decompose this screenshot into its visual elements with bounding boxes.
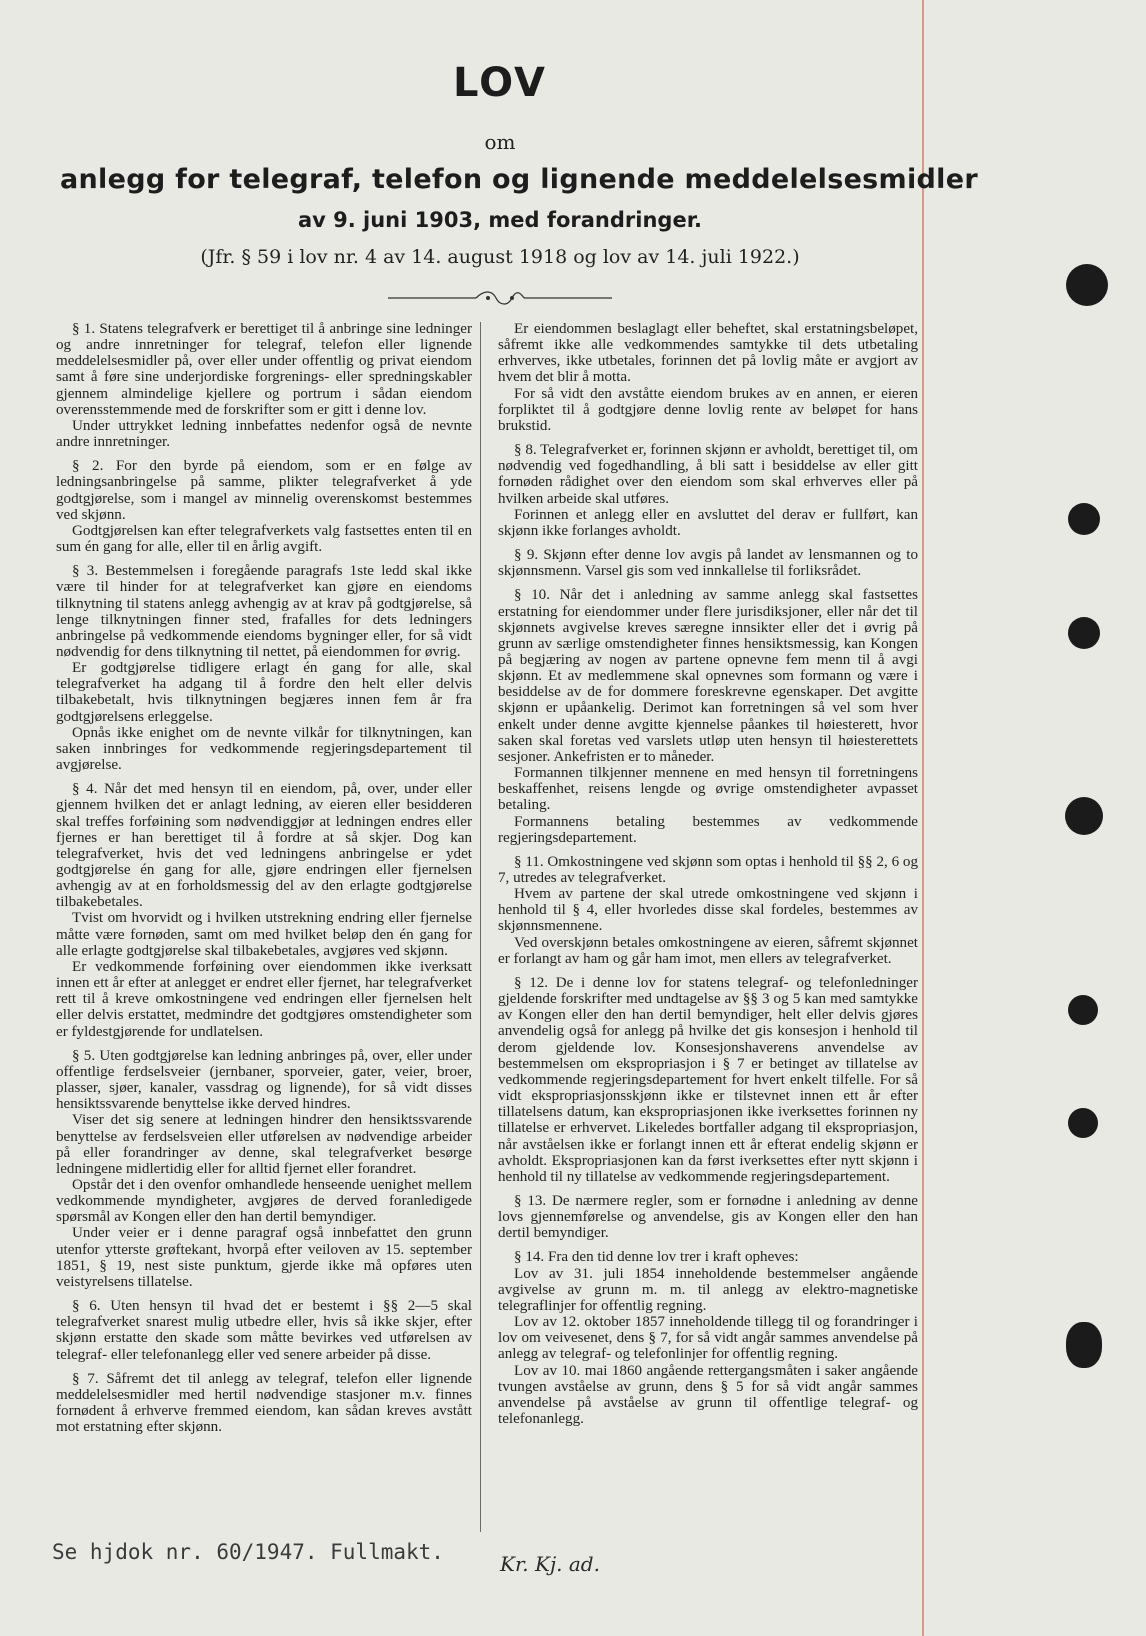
right-column [498, 321, 918, 1427]
paragraph-7-3: For så vidt den avståtte eiendom brukes av en annen, er eieren forpliktet til å godtgjøre denne lovlig rente av beløpet for hans brukstid. [498, 385, 918, 434]
paragraph-1-1: § 1. Statens telegrafverk er berettiget til å anbringe sine ledninger og andre innretninger for telegraf, telefon eller lignende meddelelsesmidler på, over eller under offentlig og privat eiendom samt å føre sine underjordiske forgrenings- eller spredningskabler gjennem almindelige kjellere og portrum i sådan eiendom overensstemmende med de forskrifter som er gitt i denne lov. [56, 321, 472, 418]
punch-hole [1068, 617, 1100, 649]
ornament-divider [380, 288, 620, 308]
title-connector: om [484, 130, 516, 154]
paragraph-11-3: Ved overskjønn betales omkostningene av eieren, såfremt skjønnet er forlangt av ham og går ham imot, men ellers av telegrafverket. [498, 934, 918, 967]
punch-hole [1068, 995, 1098, 1025]
document-date: av 9. juni 1903, med forandringer. [297, 208, 703, 232]
punch-hole [1066, 1322, 1102, 1368]
column-divider [480, 322, 481, 1532]
paragraph-5-3: Opstår det i den ovenfor omhandlede henseende uenighet mellem vedkommende myndigheter, avgjøres de derved foranledigede spørsmål av Kongen eller den han dertil bemyndiger. [56, 1176, 472, 1226]
paragraph-11-1: § 11. Omkostningene ved skjønn som optas i henhold til §§ 2, 6 og 7, utredes av telegrafverket. [498, 853, 919, 886]
paragraph-13-1: § 13. De nærmere regler, som er fornødne i anledning av denne lovs gjennemførelse og anvendelse, gis av Kongen eller den han dertil bemyndiger. [498, 1192, 918, 1242]
paragraph-2-1: § 2. For den byrde på eiendom, som er en følge av ledningsanbringelse på samme, plikter telegrafverket å yde godtgjørelse, som i mangel av minnelig overenskomst bestemmes ved skjønn. [56, 458, 472, 523]
document-heading: anlegg for telegraf, telefon og lignende meddelelsesmidler [60, 164, 978, 195]
paragraph-12-1: § 12. De i denne lov for statens telegraf- og telefonledninger gjeldende forskrifter med undtagelse av §§ 3 og 5 kan med samtykke av Kongen eller den han dertil bemyndiger, helt eller delvis gjøres anvendelig også for anlegg på hvilke det gis konsesjon i henhold til derom gjeldende lov. Konsesjonshaverens anvendelse av bestemmelsen om ekspropriasjon i § 7 er betinget av tillatelse av vedkommende regjeringsdepartement for hvert enkelt tilfelle. For så vidt ekspropriasjonsskjønn ikke er tilstevnet innen ett år efter tillatelsens datum, kan ekspropriasjonen ikke iverksettes forinnen ny tillatelse er erhvervet. Likeledes bortfaller adgang til ekspropriasjon, når avståelsen ikke er forlangt innen ett år efterat endelig skjønn er avholdt. Ekspropriasjonen kan da først iverksettes efter nytt skjønn i henhold til ny tillatelse av vedkommende regjeringsdepartement. [498, 974, 918, 1185]
punch-hole [1068, 503, 1100, 535]
paragraph-7-1: § 7. Såfremt det til anlegg av telegraf, telefon eller lignende meddelelsesmidler med hertil nødvendige stasjoner m.v. finnes fornødent å erhverve fremmed eiendom, kan sådan kreves avstått mot erstatning efter skjønn. [56, 1370, 472, 1436]
paragraph-1-2: Under uttrykket ledning innbefattes nedenfor også de nevnte andre innretninger. [56, 417, 472, 451]
paragraph-7-2: Er eiendommen beslaglagt eller beheftet, skal erstatningsbeløpet, såfremt ikke alle vedkommendes samtykke til dets utbetaling erhverves, ikke utbetales, forinnen det på lovlig måte er avgjort av hvem det blir å motta. [498, 321, 918, 386]
paragraph-6-1: § 6. Uten hensyn til hvad det er bestemt i §§ 2—5 skal telegrafverket snarest mulig utbedre eller, hvis så ikke skjer, efter skjønn erstatte den skade som måtte bevirkes ved utførelsen av telegraf- eller telefonanlegg eller ved senere arbeider på disse. [56, 1298, 472, 1363]
paragraph-4-3: Er vedkommende forføining over eiendommen ikke iverksatt innen ett år efter at anlegget er endret eller fjernet, har telegrafverket rett til å kreve omkostningene ved endringen eller fjernelsen helt eller delvis erstattet, medmindre det godtgjøres omstendigheter som er fyldestgjørende for undlatelsen. [56, 958, 472, 1040]
paragraph-3-2: Er godtgjørelse tidligere erlagt én gang for alle, skal telegrafverket ha adgang til å fordre den helt eller delvis tilbakebetalt, hvis tilknytningen begjæres innen fem år fra godtgjørelsens erleggelse. [56, 660, 472, 725]
handwritten-note: Kr. Kj. ad. [500, 1552, 600, 1576]
paragraph-3-3: Opnås ikke enighet om de nevnte vilkår for tilknytningen, kan saken innbringes for vedkommende regjeringsdepartement til avgjørelse. [56, 724, 472, 774]
punch-hole [1066, 264, 1108, 306]
paragraph-10-3: Formannens betaling bestemmes av vedkommende regjeringsdepartement. [498, 813, 918, 846]
paragraph-11-2: Hvem av partene der skal utrede omkostningene ved skjønn i henhold til § 4, eller hvorledes disse skal fordeles, bestemmes av skjønnsmennene. [498, 886, 918, 935]
paragraph-10-1: § 10. Når det i anledning av samme anlegg skal fastsettes erstatning for eiendommer under flere jurisdiksjoner, eller når det til skjønnets avgivelse kreves særegne innsikter eller det i øvrig på grunn av særlige omstendigheter finnes hensiktsmessig, kan Kongen på begjæring av nogen av partene opnevne fem menn til å avgi skjønn. Et av medlemmene skal opnevnes som formann og være i besiddelse av de for dommere foreskrevne egenskaper. Det avgitte skjønn er upåankelig. Derimot kan forretningen så vel som hver enkelt under denne avgitte kjennelse påankes til høiesterett, hvor saken skal foretas ved varslets utløp uten hensyn til høiesterettets sesjoner. Ankefristen er to måneder. [498, 587, 918, 765]
left-column [56, 321, 472, 1435]
paragraph-14-3: Lov av 12. oktober 1857 inneholdende tillegg til og forandringer i lov om veivesenet, dens § 7, for så vidt angår sammes anvendelse på anlegg av telegraf- og telefonlinjer for offentlig regning. [498, 1314, 918, 1363]
paragraph-9-1: § 9. Skjønn efter denne lov avgis på landet av lensmannen og to skjønnsmenn. Varsel gis som ved innkallelse til forliksrådet. [498, 547, 918, 580]
paragraph-14-1: § 14. Fra den tid denne lov trer i kraft opheves: [514, 1249, 799, 1266]
paragraph-14-4: Lov av 10. mai 1860 angående rettergangsmåten i saker angående tvungen avståelse av grunn, dens § 5 for så vidt angår sammes anvendelse på avståelse av grunn til offentlige telegraf- og telefonanlegg. [498, 1362, 918, 1427]
paragraph-10-2: Formannen tilkjenner mennene en med hensyn til forretningens beskaffenhet, reisens lengde og øvrige omstendigheter avpasset betaling. [498, 765, 918, 814]
punch-hole [1065, 797, 1103, 835]
document-title: LOV [453, 60, 547, 106]
paragraph-8-2: Forinnen et anlegg eller en avsluttet del derav er fullført, kan skjønn ikke forlanges avholdt. [498, 506, 918, 539]
paragraph-14-2: Lov av 31. juli 1854 inneholdende bestemmelser angående avgivelse av grunn m. m. til anlegg av elektro-magnetiske telegraflinjer for offentlig regning. [498, 1265, 918, 1314]
paragraph-8-1: § 8. Telegrafverket er, forinnen skjønn er avholdt, berettiget til, om nødvendig ved fogedhandling, å bli satt i besiddelse av eller gitt fornøden rådighet over den eiendom som skal erhverves eller på hvilken arbeide skal utføres. [498, 442, 918, 507]
paragraph-4-1: § 4. Når det med hensyn til en eiendom, på, over, under eller gjennem hvilken det er anlagt ledning, av eieren eller besidderen skal treffes forføining som nødvendiggjør at ledningen endres eller fjernes er han berettiget til å fordre at så skjer. Dog kan telegrafverket, hvis det ved ledningens anbringelse er ydet godtgjørelse én gang for alle, gjøre endringen eller fjernelsen avhengig av at en forholdsmessig del av den erlagte godtgjørelse tilbakebetales. [56, 781, 472, 911]
document-reference: (Jfr. § 59 i lov nr. 4 av 14. august 1918 og lov av 14. juli 1922.) [200, 246, 800, 268]
paragraph-3-1: § 3. Bestemmelsen i foregående paragrafs 1ste ledd skal ikke være til hinder for at telegrafverket kan gjøre en eiendoms tilknytning til statens anlegg avhengig av at krav på godtgjørelse, så lenge tilknytningen finner sted, frafalles for dets ledningers anbringelse på vedkommende eiendoms bygninger eller, for så vidt nødvendig for dens tilknytning til nettet, på eiendommen for øvrig. [56, 563, 472, 660]
typed-note: Se hjdok nr. 60/1947. Fullmakt. [52, 1540, 444, 1564]
paragraph-2-2: Godtgjørelsen kan efter telegrafverkets valg fastsettes enten til en sum én gang for alle, eller til en årlig avgift. [56, 522, 472, 556]
paragraph-5-2: Viser det sig senere at ledningen hindrer den hensiktssvarende benyttelse av ferdselsveien eller utførelsen av nødvendige arbeider på eller forandringer av denne, skal telegrafverket besørge ledningene midlertidig eller for alltid fjernet eller forandret. [56, 1112, 472, 1177]
punch-hole [1068, 1108, 1098, 1138]
paragraph-4-2: Tvist om hvorvidt og i hvilken utstrekning endring eller fjernelse måtte være fornøden, samt om med hvilket beløp den én gang for alle erlagte godtgjørelse skal tilbakebetales, avgjøres ved skjønn. [56, 910, 472, 959]
paragraph-5-4: Under veier er i denne paragraf også innbefattet den grunn utenfor ytterste grøftekant, hvorpå efter veiloven av 15. september 1851, § 19, nest siste punktum, gjerde ikke må opføres uten veistyrelsens tillatelse. [56, 1225, 472, 1290]
paragraph-5-1: § 5. Uten godtgjørelse kan ledning anbringes på, over, eller under offentlige ferdselsveier (jernbaner, sporveier, gater, veier, broer, plasser, sjøer, kanaler, vassdrag og lignende), for så vidt disses hensiktssvarende benyttelse ikke derved hindres. [56, 1047, 472, 1113]
